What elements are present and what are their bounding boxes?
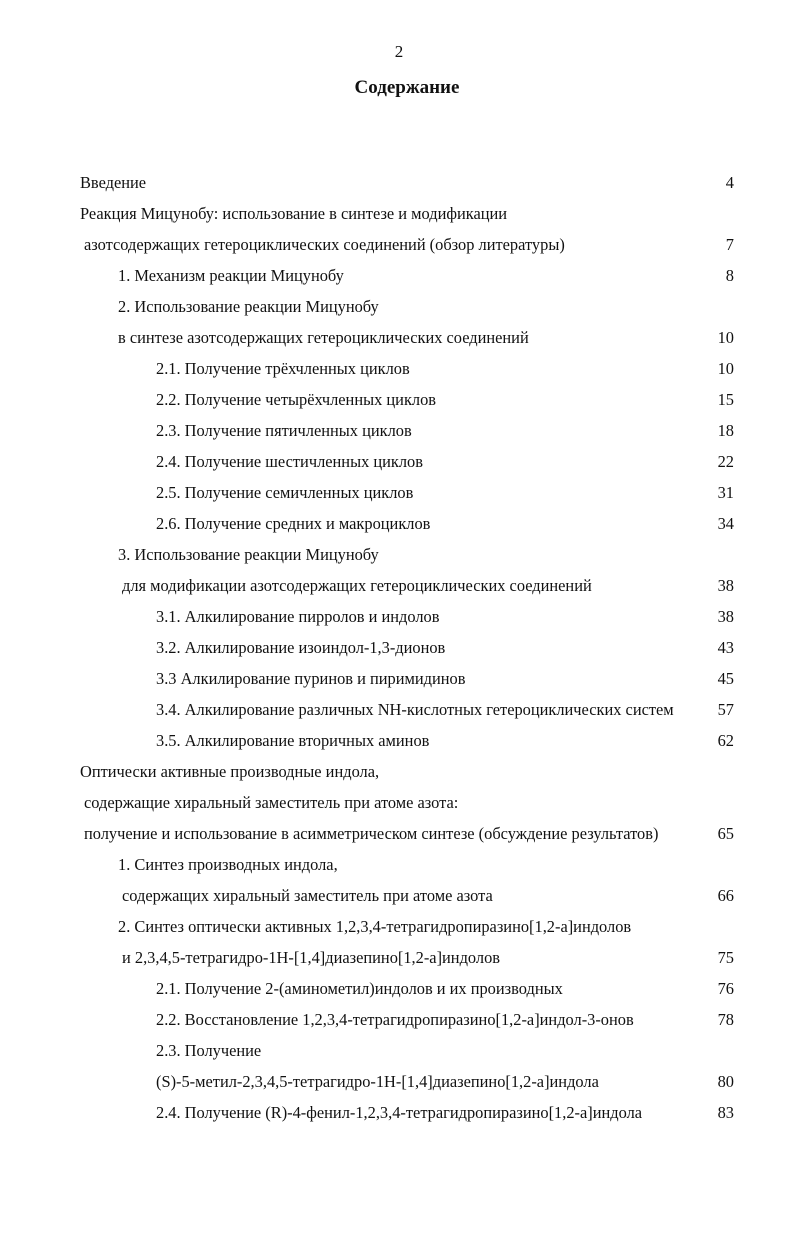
toc-entry-page: 66 [717, 886, 734, 905]
toc-entry-text: (S)-5-метил-2,3,4,5-тетрагидро-1H-[1,4]диазепино[1,2-a]индола [156, 1072, 599, 1091]
toc-entry-text: Введение [80, 173, 147, 192]
toc-entry-text: 2.1. Получение трёхчленных циклов [156, 359, 410, 378]
toc-entry-page: 8 [725, 266, 734, 285]
toc-entry-page: 38 [717, 576, 734, 595]
toc-entry-page: 57 [717, 700, 734, 719]
toc-entry-text: 2.2. Получение четырёхчленных циклов [156, 390, 437, 409]
toc-entry-page: 38 [717, 607, 734, 626]
toc-entry-page: 83 [717, 1103, 734, 1122]
toc-entry-text: 1. Синтез производных индола, [118, 855, 338, 874]
toc-entry [0, 632, 798, 663]
toc-entry-text: 2.2. Восстановление 1,2,3,4-тетрагидропиразино[1,2-a]индол-3-онов [156, 1010, 634, 1029]
toc-entry-page: 15 [717, 390, 734, 409]
toc-entry-text: азотсодержащих гетероциклических соединений (обзор литературы) [84, 235, 565, 254]
toc-entry-page: 43 [717, 638, 734, 657]
toc-entry [0, 322, 798, 353]
toc-entry-text: и 2,3,4,5-тетрагидро-1H-[1,4]диазепино[1,2-a]индолов [122, 948, 501, 967]
toc-entry-text: содержащих хиральный заместитель при атоме азота [122, 886, 493, 905]
page-title: Содержание [354, 77, 460, 98]
toc-entry [0, 601, 798, 632]
toc-entry-text: 3.1. Алкилирование пирролов и индолов [156, 607, 440, 626]
toc-entry [0, 229, 798, 260]
toc-entry [0, 818, 798, 849]
toc-entry [0, 539, 798, 570]
toc-entry-page: 75 [717, 948, 734, 967]
toc-entry [0, 446, 798, 477]
toc-entry [0, 725, 798, 756]
toc-entry-page: 76 [717, 979, 734, 998]
toc-entry-text: 3.5. Алкилирование вторичных аминов [156, 731, 430, 750]
toc-entry-page: 80 [717, 1072, 734, 1091]
toc-entry-text: 3.3 Алкилирование пуринов и пиримидинов [156, 669, 466, 688]
toc-entry-text: 2.1. Получение 2-(аминометил)индолов и их производных [156, 979, 563, 998]
toc-entry-text: Реакция Мицунобу: использование в синтезе и модификации [80, 204, 508, 223]
toc-entry [0, 911, 798, 942]
toc-entry-text: 2. Синтез оптически активных 1,2,3,4-тетрагидропиразино[1,2-a]индолов [118, 917, 632, 936]
toc-entry [0, 260, 798, 291]
toc-entry-text: 3.2. Алкилирование изоиндол-1,3-дионов [156, 638, 446, 657]
toc-entry-page: 18 [717, 421, 734, 440]
toc-entry [0, 787, 798, 818]
toc-entry-page: 10 [717, 328, 734, 347]
toc-entry-page: 78 [717, 1010, 734, 1029]
toc-entry-text: для модификации азотсодержащих гетероциклических соединений [122, 576, 592, 595]
toc-entry [0, 942, 798, 973]
toc-entry [0, 198, 798, 229]
toc-entry-text: 3.4. Алкилирование различных NH-кислотных гетероциклических систем [156, 700, 674, 719]
page-number: 2 [394, 42, 404, 61]
toc-entry-text: 2.3. Получение пятичленных циклов [156, 421, 412, 440]
toc-entry-page: 45 [717, 669, 734, 688]
toc-entry [0, 477, 798, 508]
toc-entry-page: 7 [725, 235, 734, 254]
toc-entry [0, 849, 798, 880]
toc-entry-text: 2.5. Получение семичленных циклов [156, 483, 414, 502]
toc-entry [0, 1066, 798, 1097]
toc-entry-page: 62 [717, 731, 734, 750]
toc-entry [0, 1004, 798, 1035]
table-of-contents [0, 167, 798, 1128]
toc-entry [0, 1097, 798, 1128]
toc-entry [0, 167, 798, 198]
toc-entry-text: 2.4. Получение (R)-4-фенил-1,2,3,4-тетрагидропиразино[1,2-a]индола [156, 1103, 643, 1122]
toc-entry-page: 22 [717, 452, 734, 471]
toc-entry-text: Оптически активные производные индола, [80, 762, 380, 781]
toc-entry [0, 973, 798, 1004]
toc-entry-text: 2. Использование реакции Мицунобу [118, 297, 379, 316]
toc-entry-text: 2.6. Получение средних и макроциклов [156, 514, 431, 533]
toc-entry-text: в синтезе азотсодержащих гетероциклических соединений [118, 328, 529, 347]
toc-entry [0, 756, 798, 787]
toc-entry [0, 1035, 798, 1066]
toc-entry-text: 2.3. Получение [156, 1041, 262, 1060]
toc-entry-page: 34 [717, 514, 734, 533]
toc-entry-page: 4 [725, 173, 734, 192]
toc-entry-text: 1. Механизм реакции Мицунобу [118, 266, 344, 285]
toc-entry [0, 415, 798, 446]
toc-entry-text: содержащие хиральный заместитель при атоме азота: [84, 793, 459, 812]
toc-entry [0, 570, 798, 601]
toc-entry-page: 31 [717, 483, 734, 502]
toc-entry [0, 508, 798, 539]
toc-entry-text: 2.4. Получение шестичленных циклов [156, 452, 423, 471]
toc-entry-text: получение и использование в асимметрическом синтезе (обсуждение результатов) [84, 824, 659, 843]
toc-entry [0, 384, 798, 415]
toc-entry [0, 291, 798, 322]
toc-entry-page: 65 [717, 824, 734, 843]
toc-entry-page: 10 [717, 359, 734, 378]
toc-entry [0, 353, 798, 384]
toc-entry [0, 880, 798, 911]
toc-entry [0, 663, 798, 694]
toc-entry-text: 3. Использование реакции Мицунобу [118, 545, 379, 564]
toc-entry [0, 694, 798, 725]
